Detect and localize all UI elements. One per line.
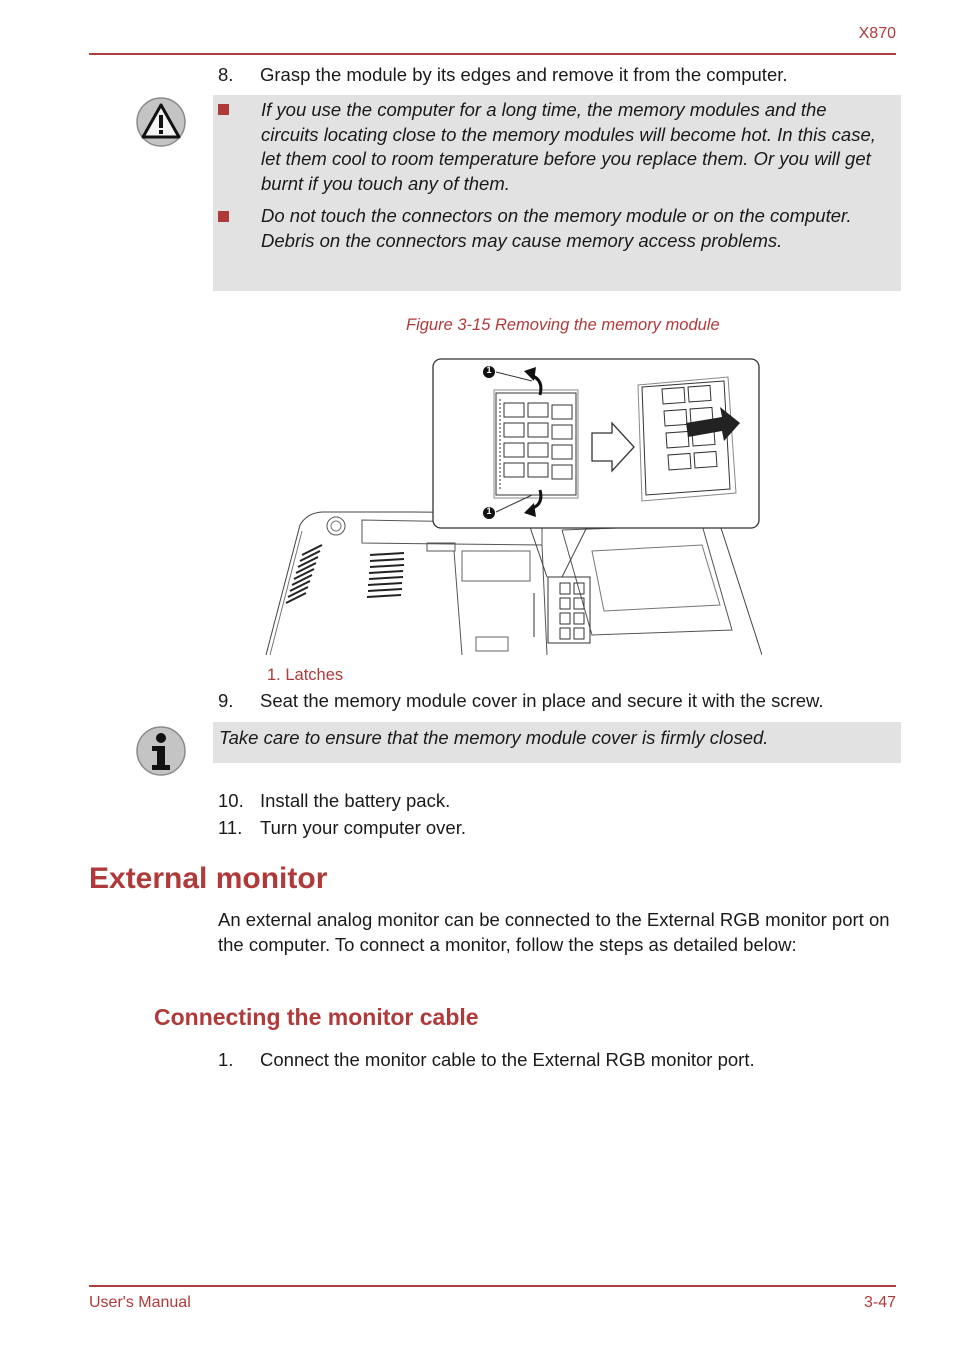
step-10: [218, 789, 450, 813]
subsection-heading: Connecting the monitor cable: [154, 1004, 479, 1030]
callout-label: 1: [486, 365, 492, 375]
note-text: Take care to ensure that the memory module cover is firmly closed.: [219, 727, 769, 748]
footer-manual-title: User's Manual: [89, 1294, 191, 1311]
section-heading: External monitor: [89, 862, 328, 895]
callout-label: 1: [486, 506, 492, 516]
step-text: Turn your computer over.: [260, 817, 466, 838]
section-intro: An external analog monitor can be connected to the External RGB monitor port on the computer. To connect a monitor, follow the steps as detailed below:: [218, 909, 890, 955]
step-8: [218, 63, 788, 87]
step-number: 11.: [218, 817, 243, 838]
step-number: 8.: [218, 64, 234, 85]
bullet-icon: [218, 211, 229, 222]
bullet-icon: [218, 104, 229, 115]
warning-box: [213, 95, 901, 291]
step-11: [218, 816, 466, 840]
step-text: Install the battery pack.: [260, 790, 451, 811]
step-number: 1.: [218, 1049, 234, 1070]
figure-caption: Figure 3-15 Removing the memory module: [406, 316, 720, 334]
footer-rule: [89, 1285, 896, 1287]
memory-removal-figure: [262, 355, 762, 658]
step-number: 10.: [218, 790, 244, 811]
step-text: Connect the monitor cable to the External RGB monitor port.: [260, 1049, 755, 1070]
step-1: [218, 1048, 755, 1072]
caution-icon: [135, 96, 187, 148]
page-header-model: X870: [858, 25, 896, 42]
step-text: Grasp the module by its edges and remove it from the computer.: [260, 64, 788, 85]
footer-page-number: 3-47: [863, 1294, 896, 1311]
header-rule: [89, 53, 896, 55]
figure-legend: 1. Latches: [267, 666, 344, 684]
step-number: 9.: [218, 690, 234, 711]
step-text: Seat the memory module cover in place and secure it with the screw.: [260, 690, 824, 711]
info-icon: [135, 725, 187, 777]
warning-item: Do not touch the connectors on the memory module or on the computer. Debris on the connectors may cause memory access problems.: [261, 205, 852, 251]
step-9: [218, 689, 824, 713]
note-box: [213, 722, 901, 763]
warning-item: If you use the computer for a long time, the memory modules and the circuits locating close to the memory modules will become hot. In this case, let them cool to room temperature before you replace them. Or you will get burnt if you touch any of them.: [261, 99, 876, 194]
